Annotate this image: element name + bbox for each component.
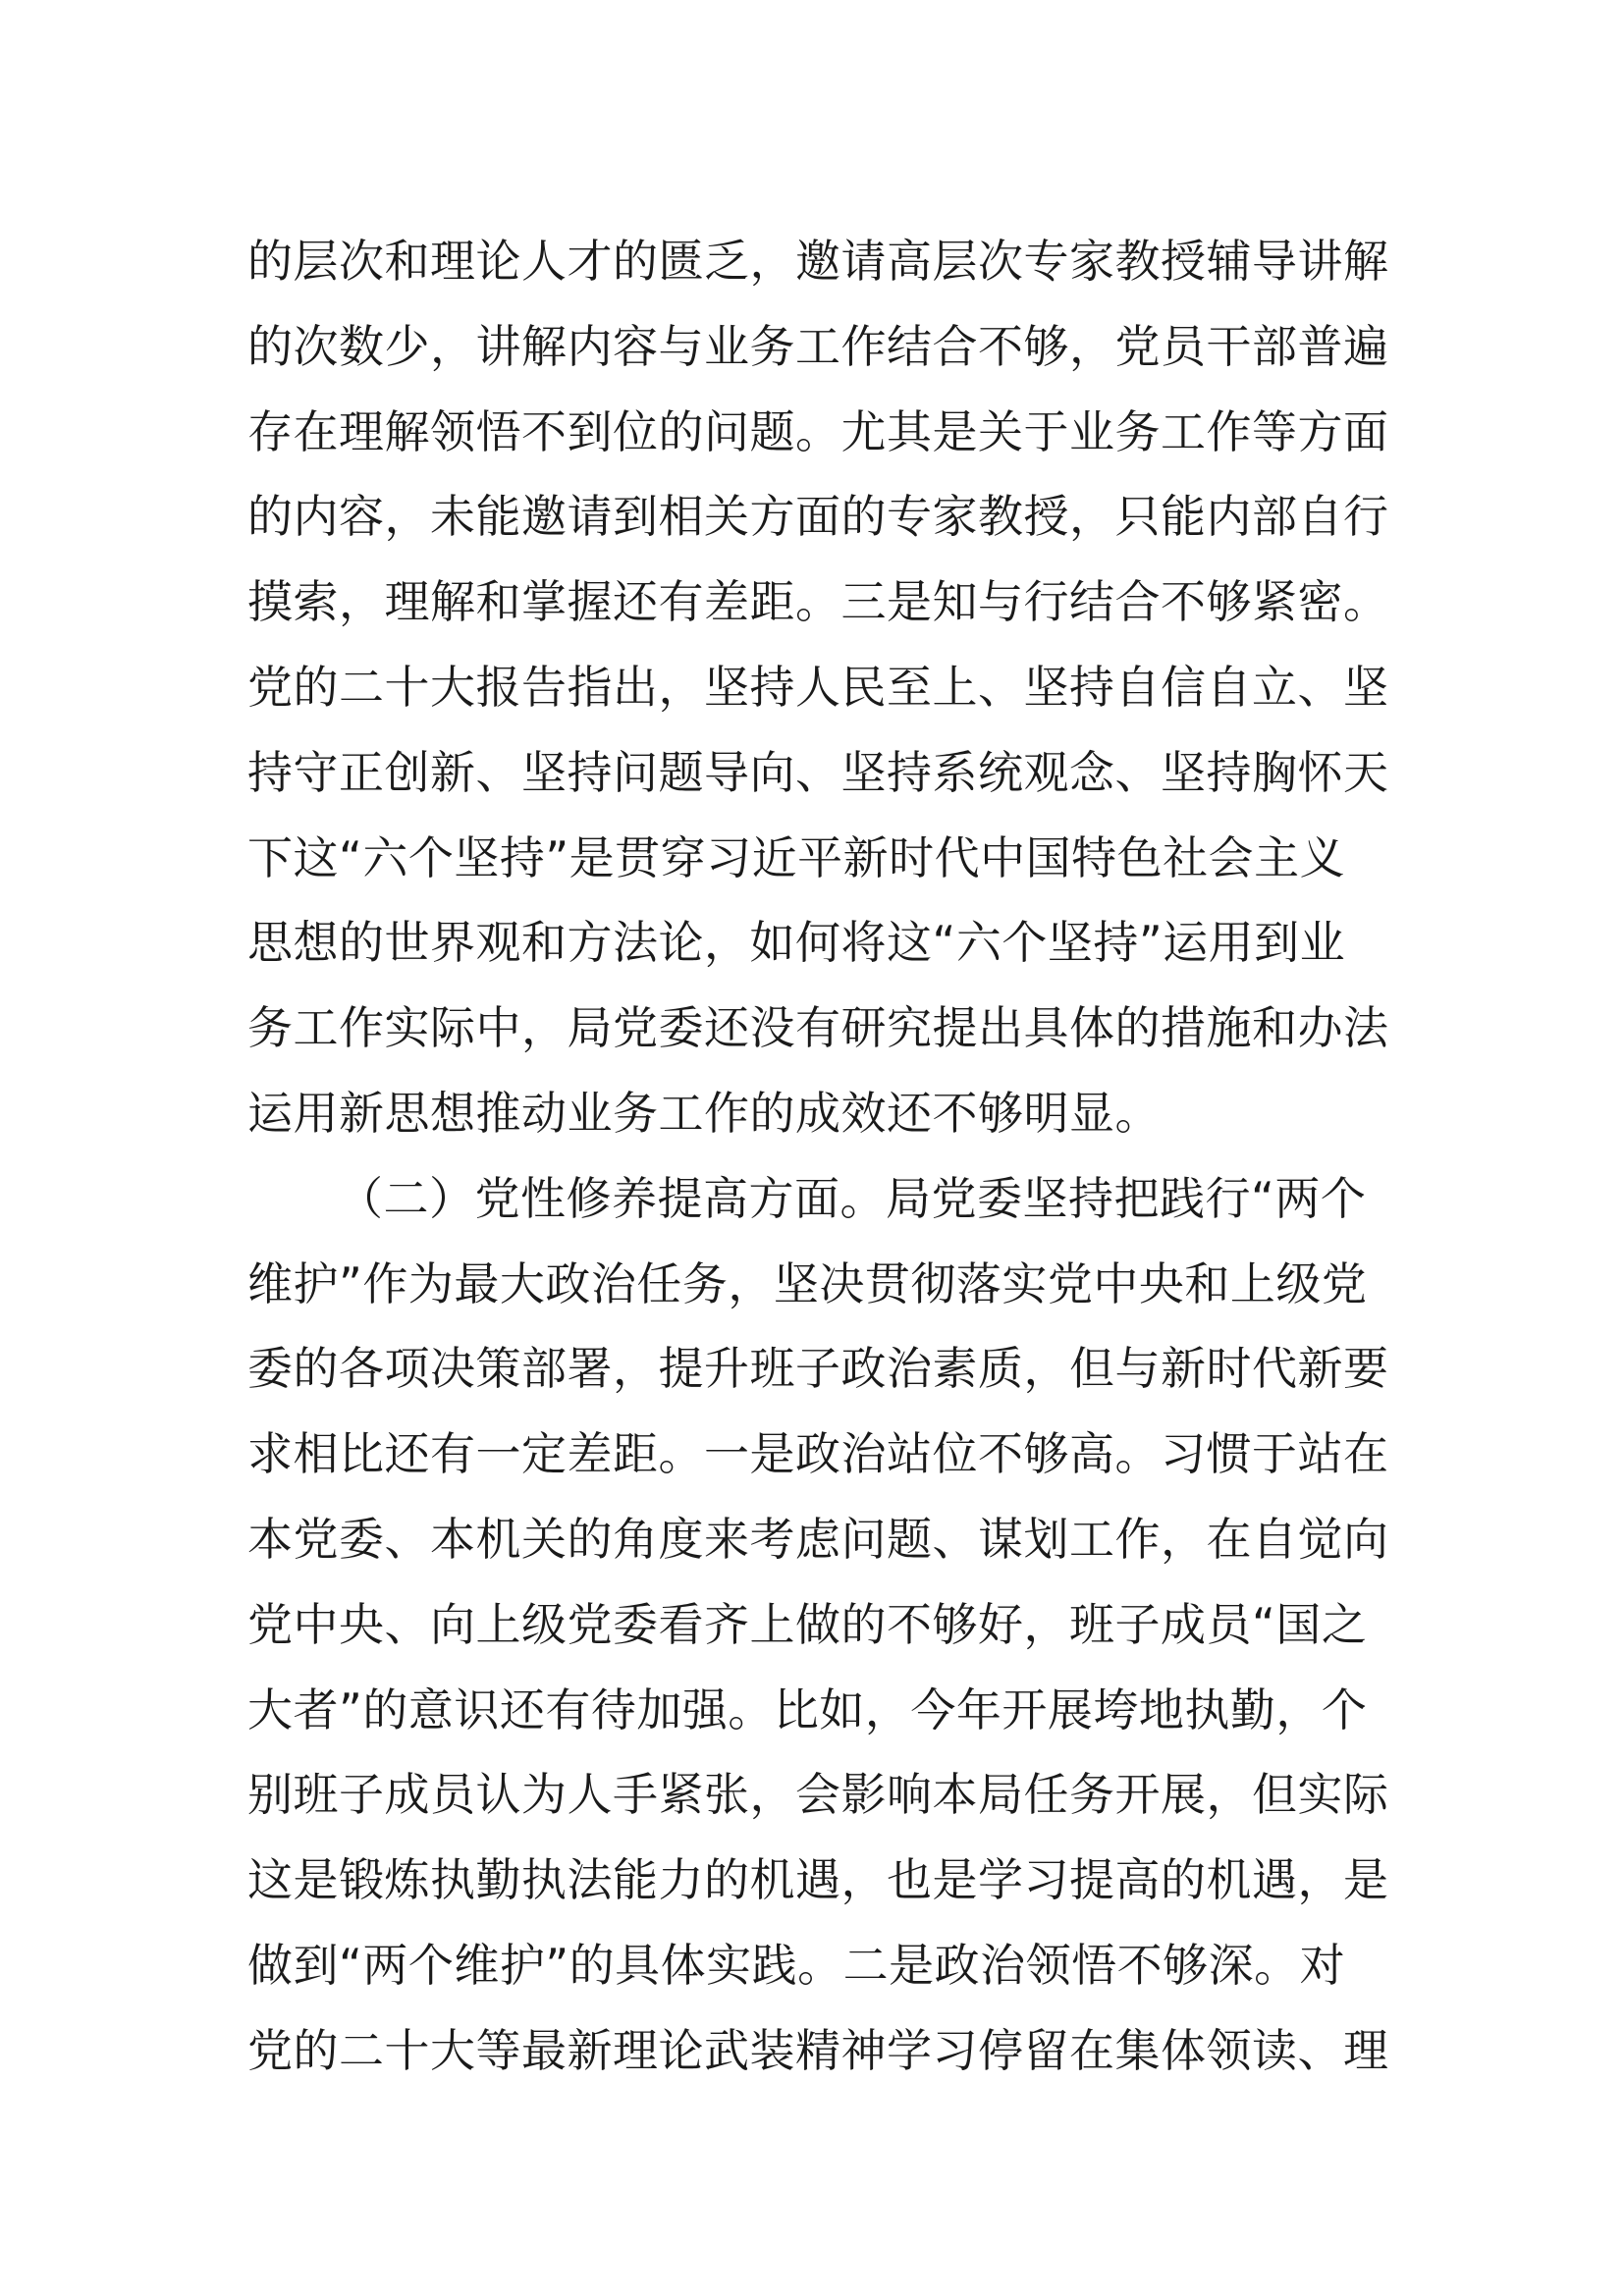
text-line: 党的二十大报告指出，坚持人民至上、坚持自信自立、坚: [247, 660, 1389, 714]
document-body: [247, 219, 1389, 2094]
text-line: 大者”的意识还有待加强。比如，今年开展垮地执勤，个: [247, 1682, 1368, 1736]
text-line: 求相比还有一定差距。一是政治站位不够高。习惯于站在: [247, 1427, 1389, 1481]
text-line: 摸索，理解和掌握还有差距。三是知与行结合不够紧密。: [247, 575, 1389, 629]
text-line: 存在理解领悟不到位的问题。尤其是关于业务工作等方面: [247, 404, 1389, 458]
text-line: 下这“六个坚持”是贯穿习近平新时代中国特色社会主义: [247, 830, 1346, 884]
section-heading-line: （二）党性修养提高方面。局党委坚持把践行“两个: [338, 1171, 1367, 1225]
text-line: 党中央、向上级党委看齐上做的不够好，班子成员“国之: [247, 1597, 1368, 1651]
text-line: 做到“两个维护”的具体实践。二是政治领悟不够深。对: [247, 1938, 1346, 1992]
text-line: 的次数少，讲解内容与业务工作结合不够，党员干部普遍: [247, 319, 1389, 373]
text-line: 务工作实际中，局党委还没有研究提出具体的措施和办法: [247, 1001, 1389, 1055]
text-line: 持守正创新、坚持问题导向、坚持系统观念、坚持胸怀天: [247, 745, 1389, 799]
text-line: 委的各项决策部署，提升班子政治素质，但与新时代新要: [247, 1342, 1389, 1396]
text-line: 党的二十大等最新理论武装精神学习停留在集体领读、理: [247, 2023, 1389, 2077]
text-line: 本党委、本机关的角度来考虑问题、谋划工作，在自觉向: [247, 1512, 1389, 1566]
text-line: 思想的世界观和方法论，如何将这“六个坚持”运用到业: [247, 916, 1346, 970]
text-line: 维护”作为最大政治任务，坚决贯彻落实党中央和上级党: [247, 1256, 1368, 1310]
text-line: 这是锻炼执勤执法能力的机遇，也是学习提高的机遇，是: [247, 1853, 1389, 1907]
text-line: 的内容，未能邀请到相关方面的专家教授，只能内部自行: [247, 490, 1389, 544]
text-line: 别班子成员认为人手紧张，会影响本局任务开展，但实际: [247, 1768, 1389, 1822]
text-line: 的层次和理论人才的匮乏，邀请高层次专家教授辅导讲解: [247, 235, 1389, 288]
text-line: 运用新思想推动业务工作的成效还不够明显。: [247, 1086, 1161, 1140]
